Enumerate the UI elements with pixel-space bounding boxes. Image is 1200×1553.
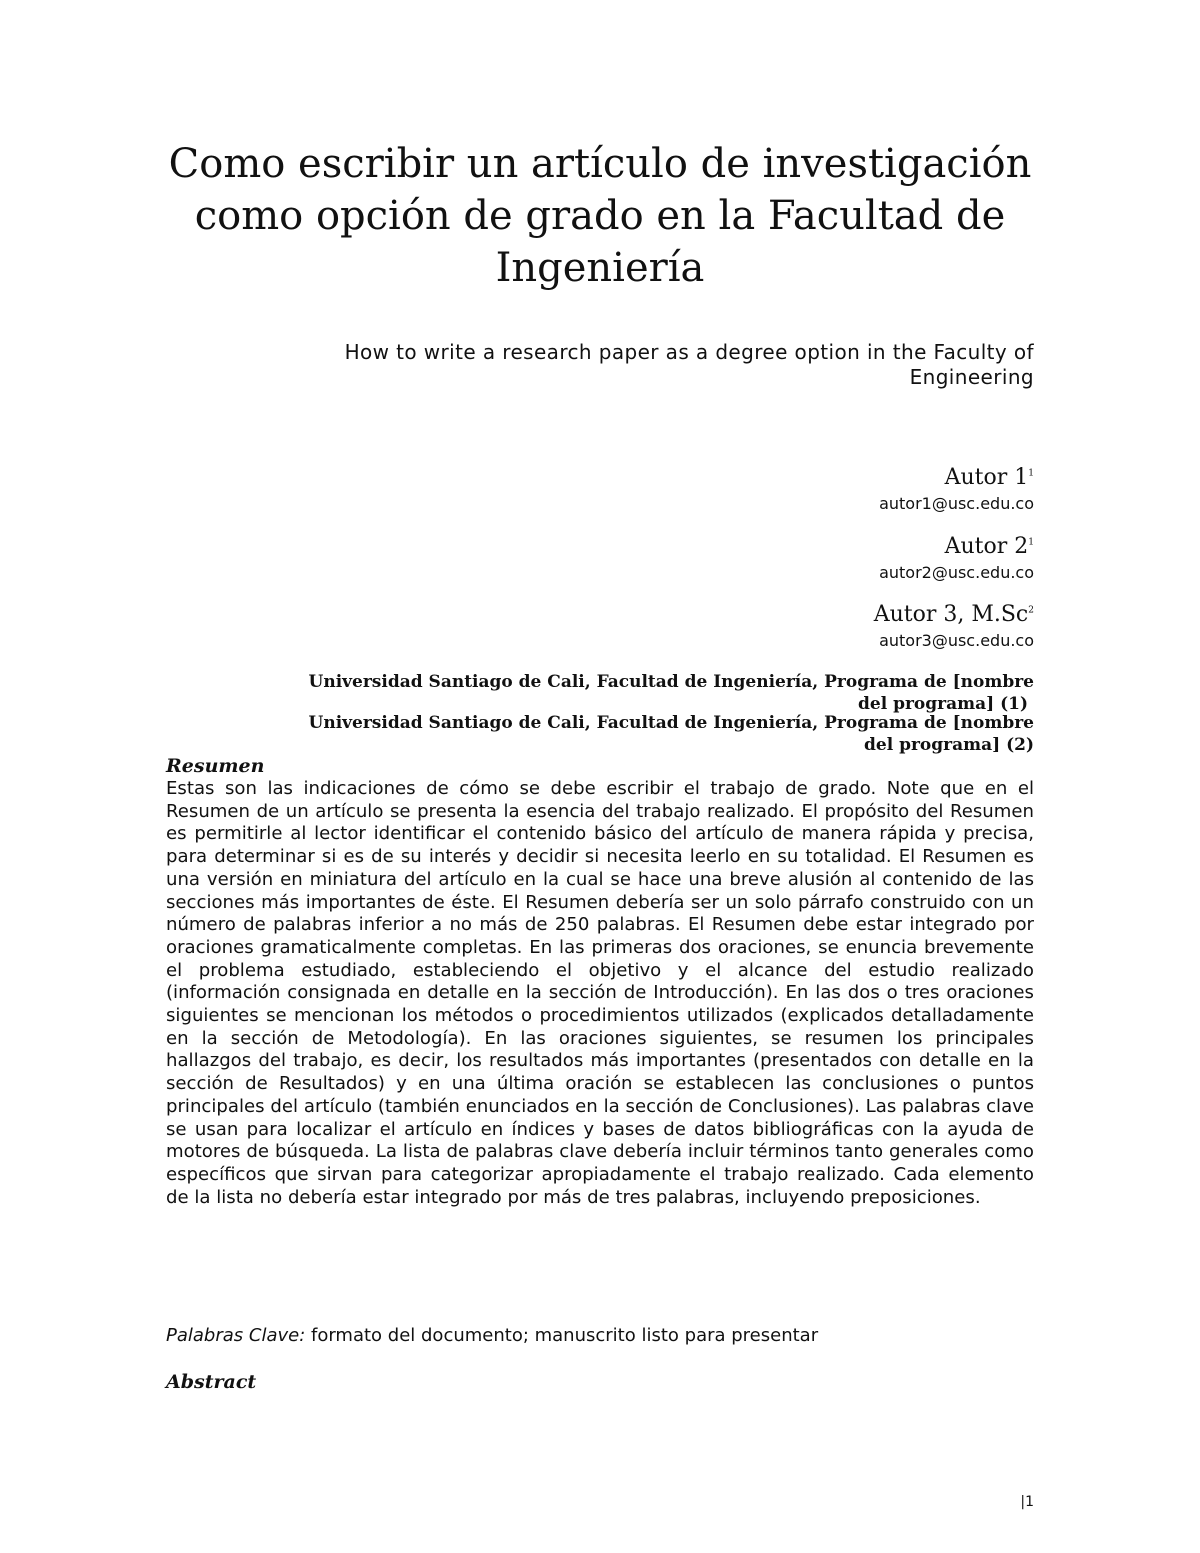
english-title-line-1: How to write a research paper as a degree option in the Faculty of [344, 340, 1034, 364]
author-2 [879, 533, 1034, 583]
title-line-2: como opción de grado en la Facultad de [194, 193, 1006, 239]
affiliation-2-line-1: Universidad Santiago de Cali, Facultad de Ingeniería, Programa de [nombre [308, 713, 1034, 733]
author-1-mark: 1 [1028, 468, 1034, 479]
affiliation-1 [234, 671, 1034, 715]
affiliation-2-line-2: del programa] (2) [864, 735, 1034, 755]
resumen-heading: Resumen [166, 755, 265, 777]
title-line-3: Ingeniería [495, 245, 705, 291]
author-1-name: Autor $1^1$ [944, 465, 1034, 490]
resumen-body: Estas son las indicaciones de cómo se debe escribir el trabajo de grado. Note que en el Resumen de un artículo se presenta la esencia del trabajo realizado. El propósito del Resumen es permitirle al lector identificar el contenido básico del artículo de manera rápida y precisa, para determinar si es de su interés y decidir si necesita leerlo en su totalidad. El Resumen es una versión en miniatura del artículo en la cual se hace una breve alusión al contenido de las secciones más importantes de éste. El Resumen debería ser un solo párrafo construido con un número de palabras inferior a no más de 250 palabras. El Resumen debe estar integrado por oraciones gramaticalmente completas. En las primeras dos oraciones, se enuncia brevemente el problema estudiado, estableciendo el objetivo y el alcance del estudio realizado (información consignada en detalle en la sección de Introducción). En las dos o tres oraciones siguientes se mencionan los métodos o procedimientos utilizados (explicados detalladamente en la sección de Metodología). En las oraciones siguientes, se resumen los principales hallazgos del trabajo, es decir, los resultados más importantes (presentados con detalle en la sección de Resultados) y en una última oración se establecen las conclusiones o puntos principales del artículo (también enunciados en la sección de Conclusiones). Las palabras clave se usan para localizar el artículo en índices y bases de datos bibliográficas con la ayuda de motores de búsqueda. La lista de palabras clave debería incluir términos tanto generales como específicos que sirvan para categorizar apropiadamente el trabajo realizado. Cada elemento de la lista no debería estar integrado por más de tres palabras, incluyendo preposiciones. [166, 778, 1034, 1208]
author-3-mark: 2 [1028, 605, 1034, 616]
author-2-mark: 1 [1028, 537, 1034, 548]
keywords [166, 1324, 818, 1348]
title-line-1: Como escribir un artículo de investigación [168, 141, 1032, 187]
author-3 [874, 601, 1034, 651]
author-1 [879, 464, 1034, 514]
author-1-email: autor1@usc.edu.co [879, 494, 1034, 513]
author-2-name: Autor $2^1$ [944, 534, 1034, 559]
affiliation-1-line-2: del programa] (1) [858, 694, 1028, 714]
english-title-line-2: Engineering [909, 365, 1034, 389]
author-3-name: Autor 3, M.Sc$^2$ [873, 602, 1034, 627]
page-number: |1 [1020, 1494, 1034, 1510]
author-3-email: autor3@usc.edu.co [879, 631, 1034, 650]
english-title [254, 340, 1034, 390]
affiliation-1-line-1: Universidad Santiago de Cali, Facultad de Ingeniería, Programa de [nombre [308, 672, 1034, 692]
keywords-text: formato del documento; manuscrito listo para presentar [305, 1325, 819, 1346]
abstract-heading: Abstract [166, 1371, 257, 1393]
author-2-email: autor2@usc.edu.co [879, 563, 1034, 582]
affiliation-2 [234, 712, 1034, 756]
document-title [150, 138, 1050, 294]
keywords-label: Palabras Clave: [166, 1325, 306, 1346]
